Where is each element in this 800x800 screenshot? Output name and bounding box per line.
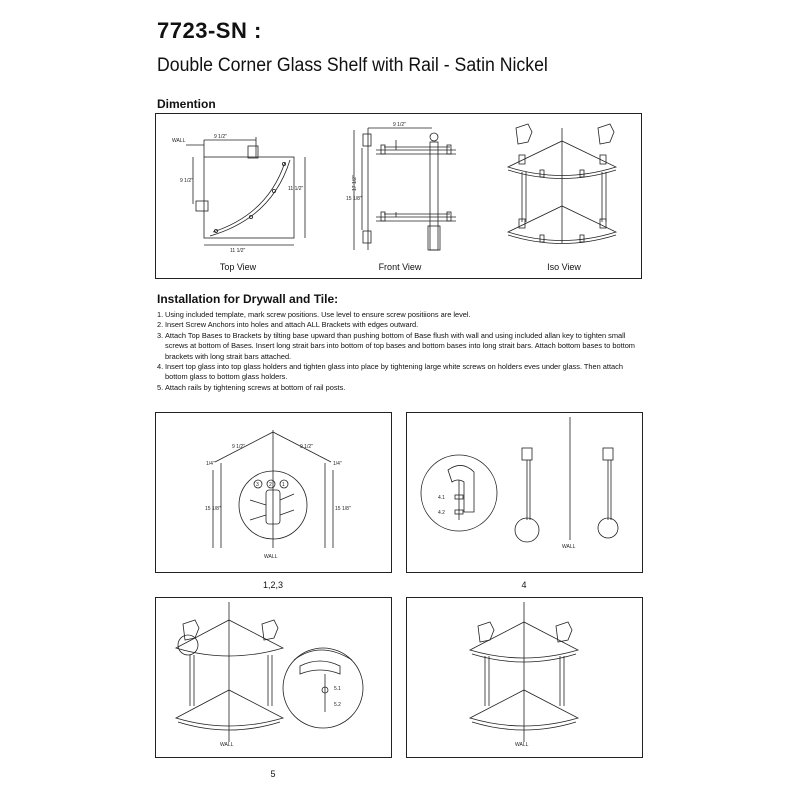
step123-dim-right: 9 1/2": [300, 444, 313, 450]
step5-wall-label: WALL: [220, 742, 234, 748]
step123-dim-left: 9 1/2": [232, 444, 245, 450]
step123-callout-3: 3: [256, 482, 259, 488]
step-caption-5: 5: [270, 769, 276, 779]
step123-height-left: 15 1/8": [205, 506, 221, 512]
top-view-dim-right: 11 1/2": [288, 186, 304, 192]
view-label-iso: Iso View: [547, 262, 581, 272]
dimension-heading: Dimention: [157, 97, 216, 111]
step123-height-right: 15 1/8": [335, 506, 351, 512]
step123-drawing: [213, 430, 333, 548]
step4-drawing: [421, 417, 618, 542]
step-caption-4: 4: [521, 580, 527, 590]
top-view-dim-left: 9 1/2": [180, 178, 193, 184]
step123-callout-1: 1: [282, 482, 285, 488]
step123-small-right: 1/4": [333, 461, 342, 467]
step123-callout-2: 2: [269, 482, 272, 488]
install-step-3: 3. Attach Top Bases to Brackets by tilting base upward than pushing bottom of Base flush with wall and using included allan key to tighten small screws at bottom of Bases. Insert long strait bars into bottom of top bases and bottom bases into long strait bars. Attach bottom bases to bottom brackets with long strait bars attached.: [157, 330, 635, 361]
front-view-dim-inner: 15 1/8": [346, 196, 362, 202]
step4-callout-42: 4.2: [438, 510, 445, 516]
step123-small-left: 1/4": [206, 461, 215, 467]
top-view-dim-top: 9 1/2": [214, 134, 227, 140]
step4-small-circle: [515, 518, 539, 542]
front-view-dim-top: 9 1/2": [393, 122, 406, 128]
view-label-front: Front View: [378, 262, 422, 272]
top-view-dim-bottom: 11 1/2": [230, 248, 246, 254]
final-wall-label: WALL: [515, 742, 529, 748]
step-caption-123: 1,2,3: [262, 580, 284, 590]
install-step-5: 5. Attach rails by tightening screws at bottom of rail posts.: [157, 382, 346, 392]
step123-wall-label: WALL: [264, 554, 278, 560]
step5-callout-51: 5.1: [334, 686, 341, 692]
final-drawing: [470, 602, 578, 742]
product-title: Double Corner Glass Shelf with Rail - Satin Nickel: [157, 55, 548, 76]
install-step-2: 2. Insert Screw Anchors into holes and attach ALL Brackets with edges outward.: [157, 320, 419, 330]
install-step-4: 4. Insert top glass into top glass holders and tighten glass into place by tightening large white screws on holders eves under glass. Then attach bottom glass to bottom glass holders.: [157, 362, 623, 382]
step5-callout-52: 5.2: [334, 702, 341, 708]
install-step-1: 1. Using included template, mark screw positions. Use level to ensure screw positiions are level.: [157, 310, 471, 319]
step4-wall-label: WALL: [562, 544, 576, 550]
front-view-dim-outer: 17 1/2": [352, 175, 358, 191]
installation-heading: Installation for Drywall and Tile:: [157, 292, 339, 306]
view-label-top: Top View: [219, 262, 257, 272]
top-view-wall-label: WALL: [172, 138, 186, 144]
step4-callout-41: 4.1: [438, 495, 445, 501]
product-code: 7723-SN :: [157, 18, 262, 43]
step5-drawing: [176, 602, 363, 742]
